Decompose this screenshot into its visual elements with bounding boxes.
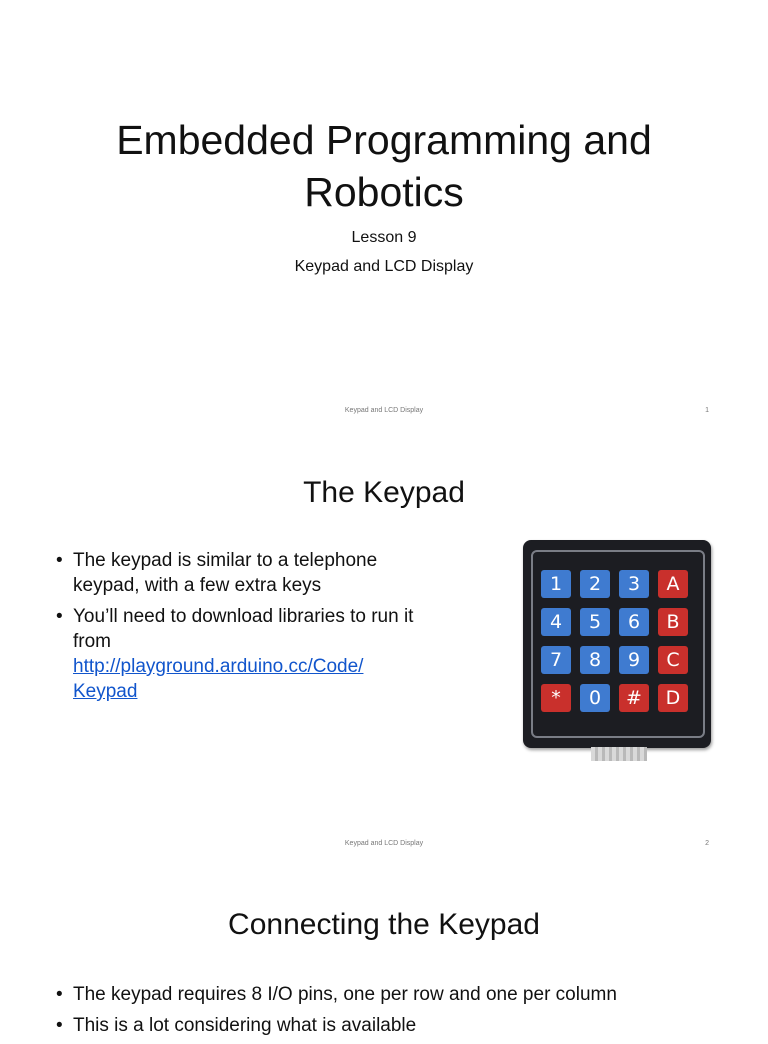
keypad-key: 5 [580,608,610,636]
keypad-image [520,538,712,764]
slide-3 [0,864,768,1036]
slide-1 [0,0,768,432]
slide-footer: Keypad and LCD Display [344,840,424,847]
lesson-topic: Keypad and LCD Display [294,258,474,275]
bullet-item [56,604,426,704]
ribbon-cable [591,747,647,761]
keypad-key: C [658,646,688,674]
page-number: 1 [705,407,709,414]
bullet-text: The keypad requires 8 I/O pins, one per row and one per column [73,984,617,1005]
slide-footer: Keypad and LCD Display [344,407,424,414]
slide-title: Embedded Programming and Robotics [116,117,652,215]
bullet-text: The keypad is similar to a telephone keypad, with a few extra keys [73,550,378,596]
keypad-key: A [658,570,688,598]
keypad-key: 8 [580,646,610,674]
bullet-text: You’ll need to download libraries to run it from [73,606,414,652]
bullet-item [56,982,756,1007]
keypad-key: D [658,684,688,712]
bullet-icon: • [56,984,63,1005]
keypad-key: 9 [619,646,649,674]
keypad-library-link[interactable] [73,654,426,704]
keypad-key: * [541,684,571,712]
slide-2 [0,432,768,864]
bullet-icon: • [56,550,63,571]
link-line-1: http://playground.arduino.cc/Code/ [73,656,364,677]
bullet-item [56,1013,756,1038]
keypad-key: 2 [580,570,610,598]
bullet-icon: • [56,606,63,627]
lesson-number: Lesson 9 [351,229,417,246]
keypad-key: 1 [541,570,571,598]
keypad-key: 4 [541,608,571,636]
page-number: 2 [705,840,709,847]
keypad-key: # [619,684,649,712]
bullet-list [56,548,426,710]
keypad-key: B [658,608,688,636]
bullet-item [56,548,426,598]
bullet-list [56,982,756,1044]
bullet-text: This is a lot considering what is available [73,1015,417,1036]
keypad-key: 3 [619,570,649,598]
link-line-2: Keypad [73,681,138,702]
keypad-key: 6 [619,608,649,636]
bullet-icon: • [56,1015,63,1036]
keypad-board [523,540,711,748]
keypad-key: 7 [541,646,571,674]
keypad-key: 0 [580,684,610,712]
slide-title: The Keypad [303,476,465,509]
slide-title: Connecting the Keypad [228,908,540,941]
